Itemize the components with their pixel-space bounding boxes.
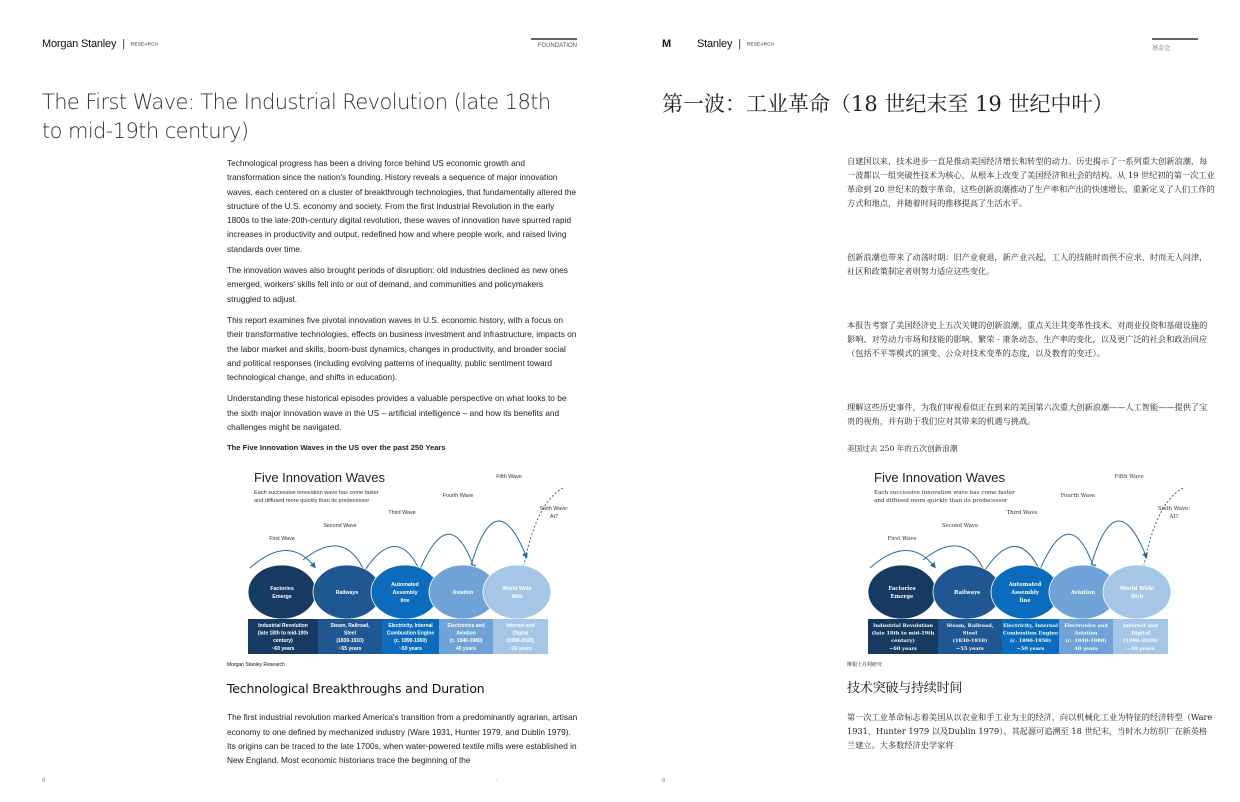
wave-box-label: Combustion Engine (1002, 630, 1059, 637)
brand-name: Stanley (696, 38, 733, 50)
wave-label: Fourth Wave (1060, 493, 1096, 499)
chinese-page (620, 0, 1240, 802)
wave-label: First Wave (269, 535, 295, 542)
wave-box-label: (1830-1910) (336, 637, 364, 644)
wave-circle-label: Railways (335, 589, 359, 596)
wave-circle-label: Web (1130, 594, 1144, 600)
wave-box-label: (c. 1890-1950) (1009, 638, 1052, 645)
wave-box-label: (1990-2020) (1123, 638, 1158, 645)
wave-box-label: Steam, Railroad, (330, 622, 370, 629)
brand-name: Morgan Stanley (42, 38, 117, 50)
brand-logo: M Stanley | RESEARCH (662, 38, 775, 50)
chart-title: Five Innovation Waves (874, 470, 1006, 485)
innovation-waves-diagram (868, 464, 1198, 658)
paragraph: 自建国以来，技术进步一直是推动美国经济增长和转型的动力。历史揭示了一系列重大创新浪潮，每一波都以一组突破性技术为核心，从根本上改变了美国经济和社会的结构。从 19 世纪初的第一次工业革命到 20 世纪末的数字革命，这些创新浪潮推动了生产率和产出的快速增长，重新定义了人们工作的方式和地点，并随着时间的推移提高了生活水平。 (847, 156, 1215, 208)
wave-box-label: Combustion Engine (386, 630, 435, 637)
sixth-wave-label: Sixth Wave: (1157, 506, 1191, 512)
wave-circle-label: Automated (391, 581, 419, 588)
wave-circle (483, 565, 551, 619)
paragraph: The innovation waves also brought periods of disruption: old industries declined as new ones emerged, workers' skills fell into or out of demand, and communities and policymakers struggled to adjust. (227, 265, 568, 304)
chart-subtitle: and diffused more quickly than its predecessor (874, 498, 1008, 504)
paragraph: 创新浪潮也带来了动荡时期：旧产业衰退，新产业兴起，工人的技能时而供不应求、时而无人问津，社区和政策制定者则努力适应这些变化。 (847, 252, 1208, 276)
wave-box-label: ~60 years (889, 645, 917, 652)
figure-caption: The Five Innovation Waves in the US over the past 250 Years (227, 443, 446, 453)
wave-circle-label: Assembly (392, 589, 418, 596)
wave-circle-label: Aviation (1070, 590, 1096, 596)
wave-circle-label: line (1019, 598, 1031, 604)
dot-mark: · (496, 778, 498, 784)
paragraph: Understanding these historical episodes provides a valuable perspective on what looks to be the sixth major innovation wave in the US – artificial intelligence – and how its benefits and challenges might be navigated. (227, 393, 567, 433)
paragraph: This report examines five pivotal innovation waves in U.S. economic history, with a focus on their transformative technologies, effects on business investment and infrastructure, impacts on the labor market and skills, boom-bust dynamics, changes in productivity, and broader social and political responses (including evolving patterns of inequality, public sentiment toward technological change, and shifts in education). (227, 314, 577, 383)
wave-label: Fourth Wave (442, 492, 474, 499)
brand-sub: RESEARCH (746, 41, 775, 47)
wave-label: Fifth Wave (496, 473, 522, 480)
sixth-wave-label: AI? (549, 513, 559, 520)
chart-subtitle: Each successive innovation wave has come faster (874, 490, 1015, 496)
page-number: 8 (662, 778, 666, 784)
paragraph: 本报告考察了美国经济史上五次关键的创新浪潮，重点关注其变革性技术、对商业投资和基础设施的影响、对劳动力市场和技能的影响、繁荣 - 萧条动态、生产率的变化，以及更广泛的社会和政治回应（包括不平等模式的演变、公众对技术变革的态度，以及教育的变迁）。 (847, 320, 1208, 358)
wave-box-label: (c. 1940-1980) (449, 637, 483, 644)
paragraph: The first industrial revolution marked America's transition from a predominantly agrarian, artisan economy to one defined by mechanized industry (Ware 1931, Hunter 1979, and Dublin 1979). Its origins can be traced to the late 1700s, when water-powered textile mills were established in New England. Most economic historians trace the beginning of the (227, 712, 578, 766)
section-heading: Technological Breakthroughs and Duration (227, 680, 485, 696)
page-title: The First Wave: The Industrial Revolution (late 18th to mid-19th century) (42, 90, 551, 143)
wave-box-label: Electricity, Internal (1003, 623, 1058, 629)
brand-initial: M (662, 38, 671, 50)
wave-circle (1103, 565, 1171, 619)
wave-circle-label: Factories (270, 585, 294, 592)
wave-box-label: (1830-1910) (952, 638, 988, 645)
wave-circle-label: Emerge (890, 594, 914, 600)
wave-box-label: Steel (962, 630, 978, 637)
wave-box-label: century) (273, 637, 293, 644)
innovation-waves-diagram (248, 464, 578, 658)
section-tag: 基金会 (1152, 38, 1198, 52)
wave-label: Third Wave (1006, 510, 1038, 516)
wave-box-label: Steam, Railroad, (946, 623, 994, 629)
chart-subtitle: Each successive innovation wave has come faster (254, 489, 379, 496)
wave-circle-label: Railways (953, 590, 981, 596)
wave-label: Second Wave (323, 522, 357, 529)
wave-box-label: century) (891, 638, 915, 645)
wave-box-label: ~55 years (338, 645, 362, 652)
wave-circle-label: Factories (888, 586, 916, 592)
wave-box-label: 40 years (455, 645, 477, 652)
figure-caption: 美国过去 250 年的五次创新浪潮 (847, 444, 958, 453)
wave-label: First Wave (887, 536, 917, 542)
wave-label: Third Wave (388, 509, 416, 516)
section-tag: FOUNDATION (531, 38, 577, 49)
wave-box-label: (c. 1940-1980) (1065, 638, 1107, 645)
wave-box-label: Industrial Revolution (873, 623, 933, 629)
wave-box-label: ~50 years (1016, 645, 1045, 652)
wave-circle (868, 565, 936, 619)
wave-box-label: ~55 years (956, 645, 984, 652)
wave-circle (248, 565, 316, 619)
wave-box-label: (1990-2020) (506, 637, 535, 644)
wave-box-label: Internet and (1122, 623, 1159, 629)
wave-box-label: Industrial Revolution (258, 622, 308, 629)
wave-circle-label: World Wide (502, 585, 532, 592)
wave-circle-label: line (400, 597, 410, 604)
wave-circle-label: Aviation (452, 589, 474, 596)
wave-box-label: (late 18th to mid-19th (257, 630, 309, 637)
wave-box-label: Steel (344, 630, 356, 637)
wave-circle-label: World Wide (1119, 586, 1155, 592)
section-heading: 技术突破与持续时间 (847, 681, 963, 696)
wave-box-label: (c. 1890-1950) (394, 637, 427, 644)
sixth-wave-label: Sixth Wave: (539, 505, 569, 512)
page-number: 8 (42, 778, 46, 784)
wave-label: Fifth Wave (1114, 474, 1144, 480)
wave-box-label: ~30 years (509, 645, 532, 652)
wave-box-label: Aviation (1074, 630, 1098, 637)
wave-circle-label: Web (511, 593, 523, 600)
brand-sub: RESEARCH (130, 41, 159, 47)
wave-box-label: ~30 years (1126, 645, 1155, 652)
wave-box-label: Internet and (506, 622, 535, 629)
wave-box-label: Electronics and (1064, 623, 1108, 629)
wave-label: Second Wave (941, 523, 979, 529)
wave-box-label: Electricity, Internal (388, 622, 433, 629)
wave-box-label: Aviation (456, 630, 476, 637)
paragraph: 第一次工业革命标志着美国从以农业和手工业为主的经济，向以机械化工业为特征的经济转型（Ware 1931、Hunter 1979 以及Dublin 1979）。其起源可追溯至 18 世纪末，当时水力纺织厂在新英格兰建立。大多数经济史学家将 (847, 712, 1213, 750)
paragraph: 理解这些历史事件，为我们审视看似正在到来的美国第六次重大创新浪潮——人工智能——提供了宝贵的视角，并有助于我们应对其带来的机遇与挑战。 (847, 402, 1208, 426)
brand-logo: Morgan Stanley | RESEARCH (42, 38, 159, 50)
body-column (227, 156, 579, 774)
wave-circle-label: Automated (1008, 582, 1042, 588)
wave-box-label: (late 18th to mid-19th (871, 630, 935, 637)
wave-circle-label: Assembly (1011, 590, 1039, 596)
wave-box-label: Electronics and (447, 622, 485, 629)
body-column (847, 154, 1215, 792)
wave-box-label: Digital (1130, 630, 1151, 637)
figure-source: Morgan Stanley Research (227, 661, 285, 668)
chart-title: Five Innovation Waves (254, 469, 386, 485)
wave-box-label: 40 years (1074, 645, 1098, 652)
chart-subtitle: and diffused more quickly than its predecessor (254, 497, 370, 504)
page-title: 第一波：工业革命（18 世纪末至 19 世纪中叶） (662, 92, 1114, 116)
wave-box-label: ~60 years (271, 645, 295, 652)
wave-circle-label: Emerge (272, 593, 292, 600)
figure-source: 摩根士丹利研究 (847, 662, 883, 668)
sixth-wave-label: AI? (1169, 514, 1179, 520)
wave-box-label: ~50 years (399, 645, 422, 652)
wave-box-label: Digital (512, 630, 529, 637)
paragraph: Technological progress has been a driving force behind US economic growth and transformation since the nation's founding. History reveals a sequence of major innovation waves, each centered on a cluster of breakthrough technologies, that fundamentally altered the structure of the U.S. economy and society. From the first Industrial Revolution in the early 1800s to the late-20th-century digital revolution, these waves of innovation have spurred rapid increases in productivity and output, redefined how and where people work, and raised living standards over time. (227, 158, 577, 254)
